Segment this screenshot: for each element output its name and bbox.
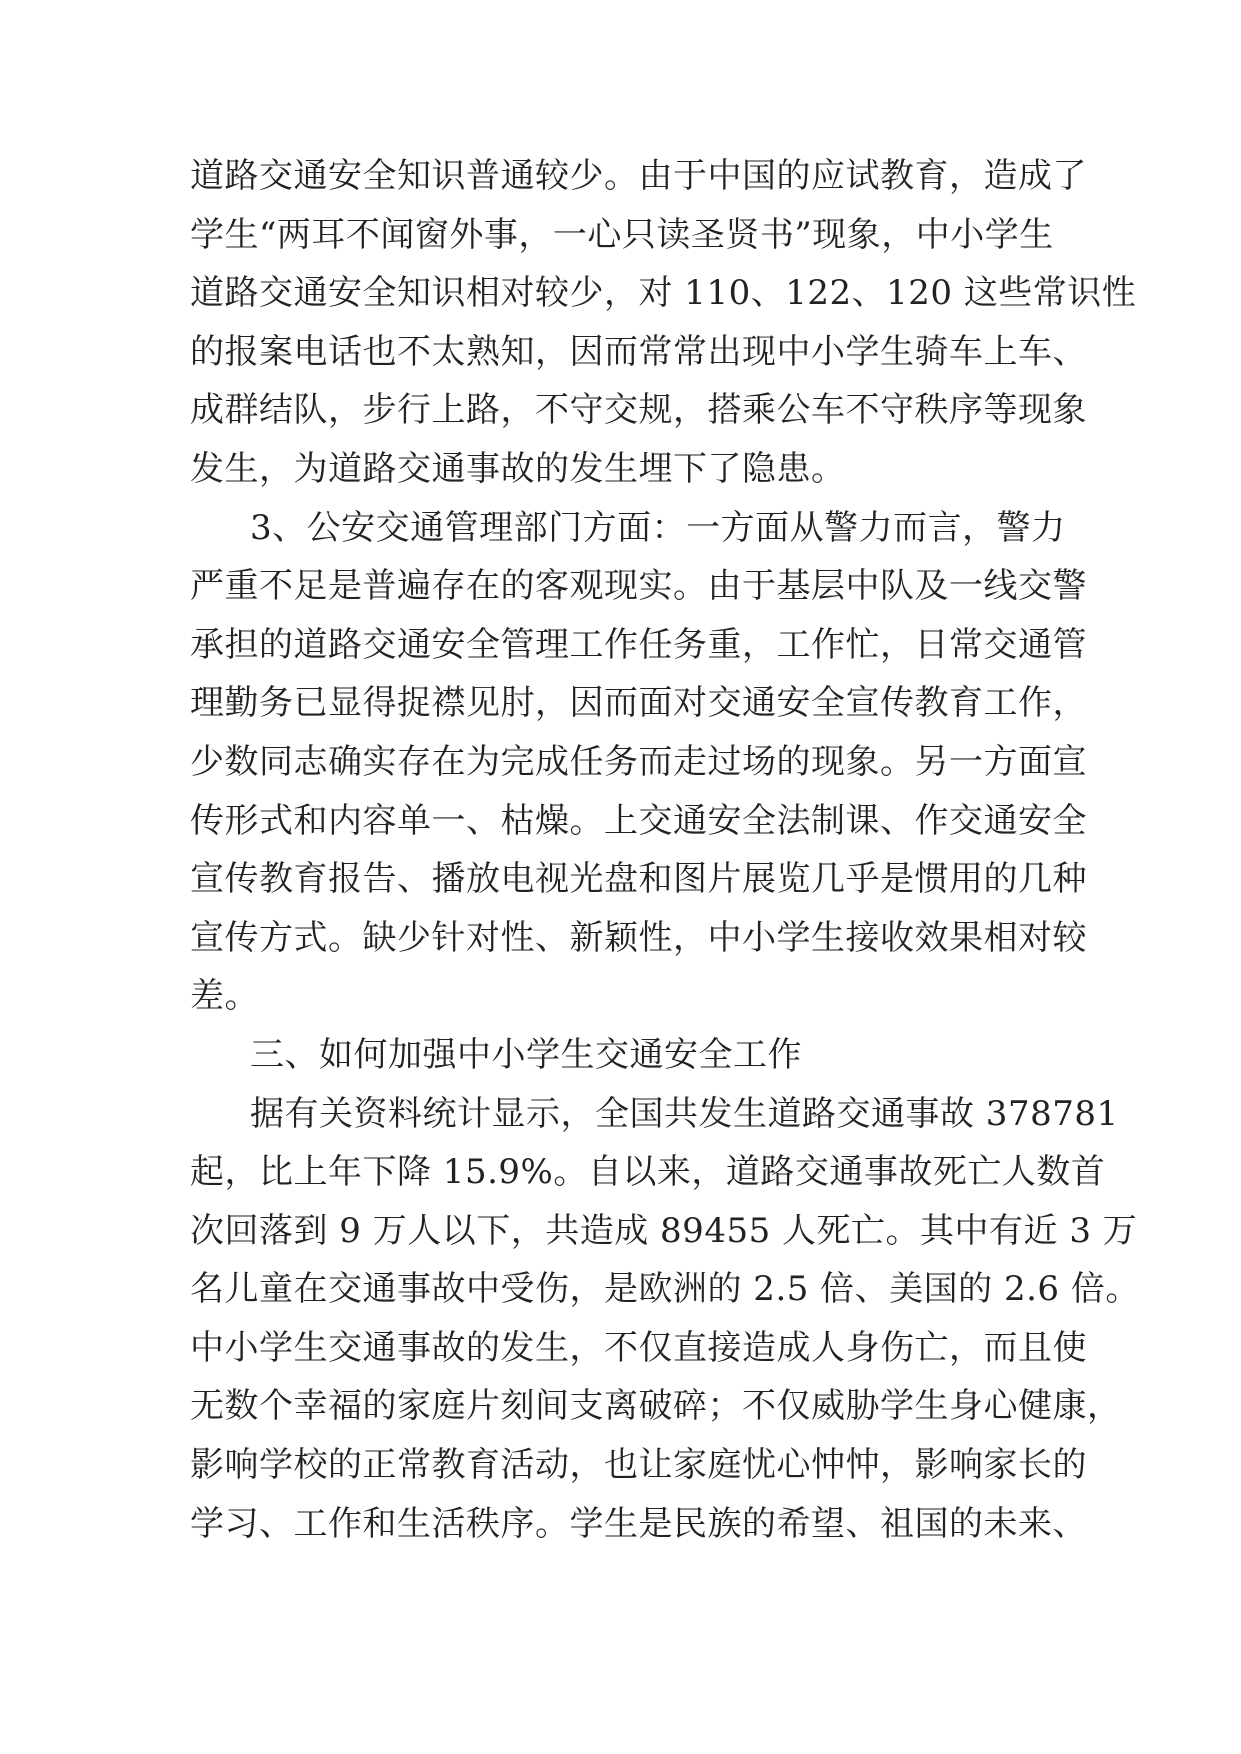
text-line: 次回落到 9 万人以下，共造成 89455 人死亡。其中有近 3 万: [190, 1210, 1138, 1251]
text-line: 名儿童在交通事故中受伤，是欧洲的 2.5 倍、美国的 2.6 倍。: [190, 1269, 1140, 1310]
text-line: 道路交通安全知识普通较少。由于中国的应试教育，造成了: [190, 156, 1087, 196]
text-line: 中小学生交通事故的发生，不仅直接造成人身伤亡，而且使: [190, 1327, 1087, 1368]
text-line: 学生“两耳不闻窗外事，一心只读圣贤书”现象，中小学生: [190, 214, 1054, 255]
text-line: 宣传方式。缺少针对性、新颖性，中小学生接收效果相对较: [190, 917, 1087, 958]
text-line: 起，比上年下降 15.9%。自以来，道路交通事故死亡人数首: [190, 1152, 1106, 1193]
text-line: 宣传教育报告、播放电视光盘和图片展览几乎是惯用的几种: [190, 859, 1087, 900]
section-heading: 三、如何加强中小学生交通安全工作: [250, 1034, 802, 1075]
paragraph-start-line: 据有关资料统计显示，全国共发生道路交通事故 378781: [250, 1093, 1119, 1134]
text-line: 严重不足是普遍存在的客观现实。由于基层中队及一线交警: [190, 566, 1087, 607]
text-line: 学习、工作和生活秩序。学生是民族的希望、祖国的未来、: [190, 1503, 1087, 1544]
text-line: 差。: [190, 976, 259, 1017]
text-line: 传形式和内容单一、枯燥。上交通安全法制课、作交通安全: [190, 800, 1087, 841]
text-line: 少数同志确实存在为完成任务而走过场的现象。另一方面宣: [190, 741, 1087, 782]
document-body: [190, 147, 1140, 1553]
paragraph-start-line: 3、公安交通管理部门方面：一方面从警力而言，警力: [250, 507, 1066, 548]
text-line: 成群结队，步行上路，不守交规，搭乘公车不守秩序等现象: [190, 390, 1087, 431]
text-line: 无数个幸福的家庭片刻间支离破碎；不仅威胁学生身心健康，: [190, 1386, 1122, 1427]
text-line: 承担的道路交通安全管理工作任务重，工作忙，日常交通管: [190, 624, 1087, 665]
text-line: 的报案电话也不太熟知，因而常常出现中小学生骑车上车、: [190, 331, 1087, 372]
text-line: 理勤务已显得捉襟见肘，因而面对交通安全宣传教育工作，: [190, 683, 1087, 724]
text-line: 道路交通安全知识相对较少，对 110、122、120 这些常识性: [190, 273, 1137, 314]
text-line: 发生，为道路交通事故的发生埋下了隐患。: [190, 448, 846, 489]
text-line: 影响学校的正常教育活动，也让家庭忧心忡忡，影响家长的: [190, 1445, 1087, 1486]
